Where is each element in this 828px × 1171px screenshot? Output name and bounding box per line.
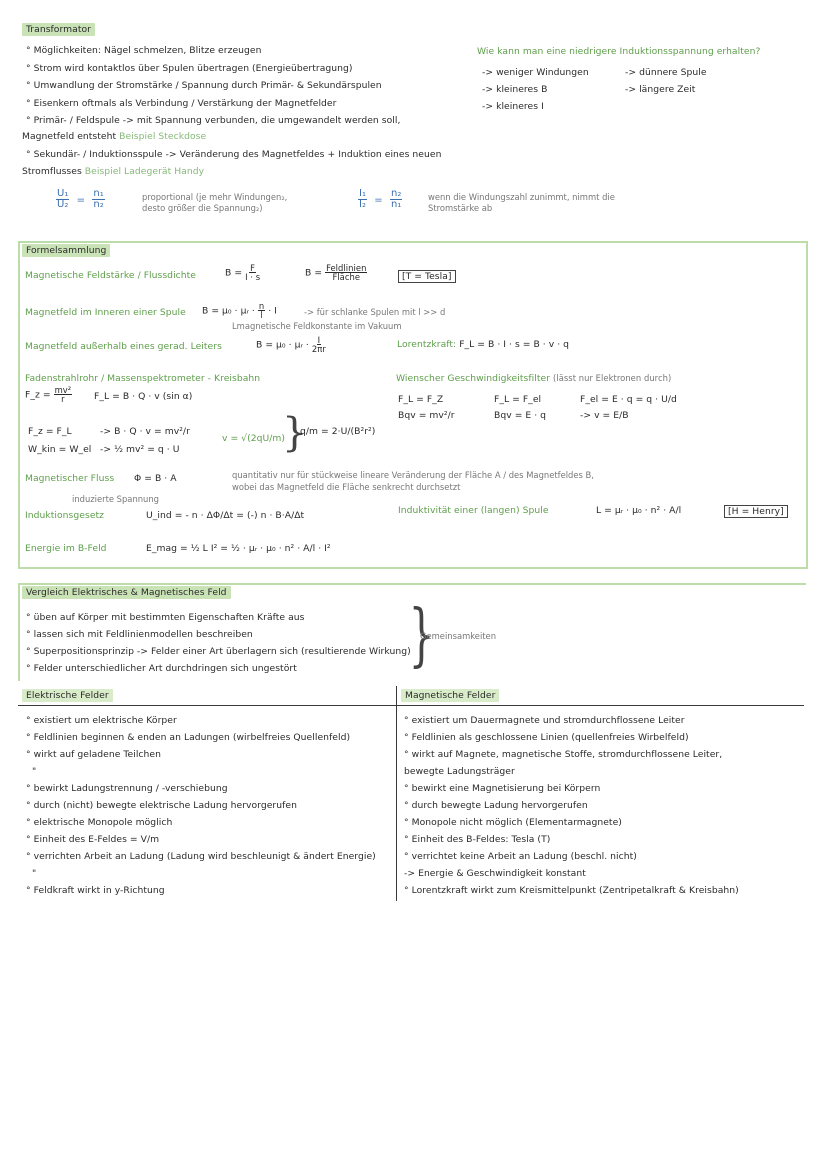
- table-vline: [396, 686, 397, 901]
- fadenstrahl-qm: q/m = 2·U/(B²r²): [300, 426, 376, 437]
- leiter-formula: B = μ₀ · μᵣ · $\frac{I}{2\pi r}$: [256, 335, 326, 355]
- lorentz-formula: Lorentzkraft: F_L = B · I · s = B · v · q: [397, 339, 570, 350]
- fadenstrahl-fz: F_z = $\frac{\text{mv²}}{r}$: [25, 385, 72, 405]
- transformator-bullet-6-cont: Stromflusses Beispiel Ladegerät Handy: [22, 166, 205, 177]
- fadenstrahl-eqs: F_z = F_L W_kin = W_el: [28, 426, 92, 455]
- voltage-ratio-note: proportional (je mehr Windungen₂, desto größer die Spannung₂): [142, 192, 288, 213]
- transformator-bullet-5-cont: Magnetfeld entsteht Beispiel Steckdose: [22, 131, 207, 142]
- fadenstrahl-brace: }: [282, 410, 308, 456]
- leiter-label: Magnetfeld außerhalb eines gerad. Leiters: [25, 341, 222, 352]
- spule-note: -> für schlanke Spulen mit l >> d: [304, 307, 446, 317]
- gemeinsam-brace: }: [408, 596, 435, 675]
- voltage-ratio-formula: $\frac{\text{U₁}}{\text{U₂}}$ = $\frac{\text{n₁}}{\text{n₂}}$: [57, 188, 104, 210]
- transformator-bullet-2: ° Strom wird kontaktlos über Spulen übertragen (Energieübertragung): [26, 63, 353, 74]
- current-ratio-formula: $\frac{\text{I₁}}{\text{I₂}}$ = $\frac{\text{n₂}}{\text{n₁}}$: [359, 188, 402, 210]
- fadenstrahl-label: Fadenstrahlrohr / Massenspektrometer - Kreisbahn: [25, 373, 261, 384]
- flussdichte-formula-2: B = $\frac{\text{Feldlinien}}{\text{Fläche}}$: [305, 263, 367, 283]
- spule-formula: B = μ₀ · μᵣ · $\frac{n}{l}$ · I: [202, 301, 277, 321]
- energie-formula: E_mag = ½ L I² = ½ · μᵣ · μ₀ · n² · A/l · I²: [146, 543, 331, 554]
- transformator-bullet-4: ° Eisenkern oftmals als Verbindung / Verstärkung der Magnetfelder: [26, 98, 337, 109]
- fluss-note: quantitativ nur für stückweise lineare Veränderung der Fläche A / des Magnetfeldes B, wobei das Magnetfeld die Fläche senkrecht durchsetzt: [232, 470, 594, 492]
- mag-list: ° existiert um Dauermagnete und stromdurchflossene Leiter ° Feldlinien als geschlossene Linien (quellenfreies Wirbelfeld) ° wirkt auf Magnete, magnetische Stoffe, stromdurchflossene Leiter, bewegte Ladungsträger ° bewirkt eine Magnetisierung bei Körpern ° durch bewegte Ladung hervorgerufen ° Monopole nicht möglich (Elementarmagnete) ° Einheit des B-Feldes: Tesla (T) ° verrichtet keine Arbeit an Ladung (beschl. nicht) -> Energie & Geschwindigkeit konstant ° Lorentzkraft wirkt zum Kreismittelpunkt (Zentripetalkraft & Kreisbahn): [404, 715, 739, 896]
- fluss-formula: Φ = B · A: [134, 473, 177, 484]
- induktivitaet-label: Induktivität einer (langen) Spule: [398, 505, 549, 516]
- transformator-bullet-5: ° Primär- / Feldspule -> mit Spannung verbunden, die umgewandelt werden soll,: [26, 115, 401, 126]
- fadenstrahl-v: v = √(2qU/m): [222, 433, 286, 444]
- current-ratio-note: wenn die Windungszahl zunimmt, nimmt die Stromstärke ab: [428, 192, 615, 213]
- spule-label: Magnetfeld im Inneren einer Spule: [25, 307, 186, 318]
- induktion-note: induzierte Spannung: [72, 494, 159, 504]
- fadenstrahl-fl: F_L = B · Q · v (sin α): [94, 391, 193, 402]
- flussdichte-label: Magnetische Feldstärke / Flussdichte: [25, 270, 196, 281]
- answers-left: -> weniger Windungen -> kleineres B -> kleineres I: [482, 67, 589, 112]
- wien-col1: F_L = F_Z Bqv = mv²/r: [398, 394, 455, 421]
- mag-heading: Magnetische Felder: [401, 690, 499, 701]
- wien-col3: F_el = E · q = q · U/d -> v = E/B: [580, 394, 677, 421]
- induktion-label: Induktionsgesetz: [25, 510, 105, 521]
- induction-question: Wie kann man eine niedrigere Induktionsspannung erhalten?: [477, 46, 761, 57]
- el-list: ° existiert um elektrische Körper ° Feldlinien beginnen & enden an Ladungen (wirbelfreies Quellenfeld) ° wirkt auf geladene Teilchen " ° bewirkt Ladungstrennung / -verschiebung ° durch (nicht) bewegte elektrische Ladung hervorgerufen ° elektrische Monopole möglich ° Einheit des E-Feldes = V/m ° verrichten Arbeit an Ladung (Ladung wird beschleunigt & ändert Energie) " ° Feldkraft wirkt in y-Richtung: [26, 715, 376, 896]
- wien-col2: F_L = F_el Bqv = E · q: [494, 394, 547, 421]
- gemeinsam-label: Gemeinsamkeiten: [420, 631, 497, 641]
- fadenstrahl-right: -> B · Q · v = mv²/r -> ½ mv² = q · U: [100, 426, 190, 455]
- energie-label: Energie im B-Feld: [25, 543, 107, 554]
- gemeinsam-list: ° üben auf Körper mit bestimmten Eigenschaften Kräfte aus ° lassen sich mit Feldlinienmodellen beschreiben ° Superpositionsprinzip -> Felder einer Art überlagern sich (resultierende Wirkung) ° Felder unterschiedlicher Art durchdringen sich ungestört: [26, 612, 411, 674]
- transformator-heading: Transformator: [22, 24, 95, 35]
- answers-right: -> dünnere Spule -> längere Zeit: [625, 67, 707, 95]
- transformator-bullet-3: ° Umwandlung der Stromstärke / Spannung durch Primär- & Sekundärspulen: [26, 80, 382, 91]
- transformator-bullet-6: ° Sekundär- / Induktionsspule -> Veränderung des Magnetfeldes + Induktion eines neuen: [26, 149, 442, 160]
- el-heading: Elektrische Felder: [22, 690, 113, 701]
- flussdichte-formula: B = $\frac{F}{I \cdot s}$: [225, 263, 261, 283]
- induktivitaet-formula: L = μᵣ · μ₀ · n² · A/l: [596, 505, 682, 516]
- henry-unit: [H = Henry]: [724, 505, 788, 518]
- tesla-unit: [T = Tesla]: [398, 270, 456, 283]
- wien-label: Wienscher Geschwindigkeitsfilter (lässt nur Elektronen durch): [396, 373, 672, 384]
- example-ladegeraet: Beispiel Ladegerät Handy: [84, 166, 205, 177]
- example-steckdose: Beispiel Steckdose: [119, 131, 207, 142]
- transformator-bullet-1: ° Möglichkeiten: Nägel schmelzen, Blitze erzeugen: [26, 45, 262, 56]
- spule-subnote: Lmagnetische Feldkonstante im Vakuum: [232, 321, 402, 331]
- table-hline: [18, 705, 804, 706]
- formelsammlung-heading: Formelsammlung: [22, 245, 110, 256]
- induktion-formula: U_ind = - n · ΔΦ/Δt = (-) n · B·A/Δt: [146, 510, 305, 521]
- vergleich-heading: Vergleich Elektrisches & Magnetisches Feld: [22, 587, 231, 598]
- fluss-label: Magnetischer Fluss: [25, 473, 115, 484]
